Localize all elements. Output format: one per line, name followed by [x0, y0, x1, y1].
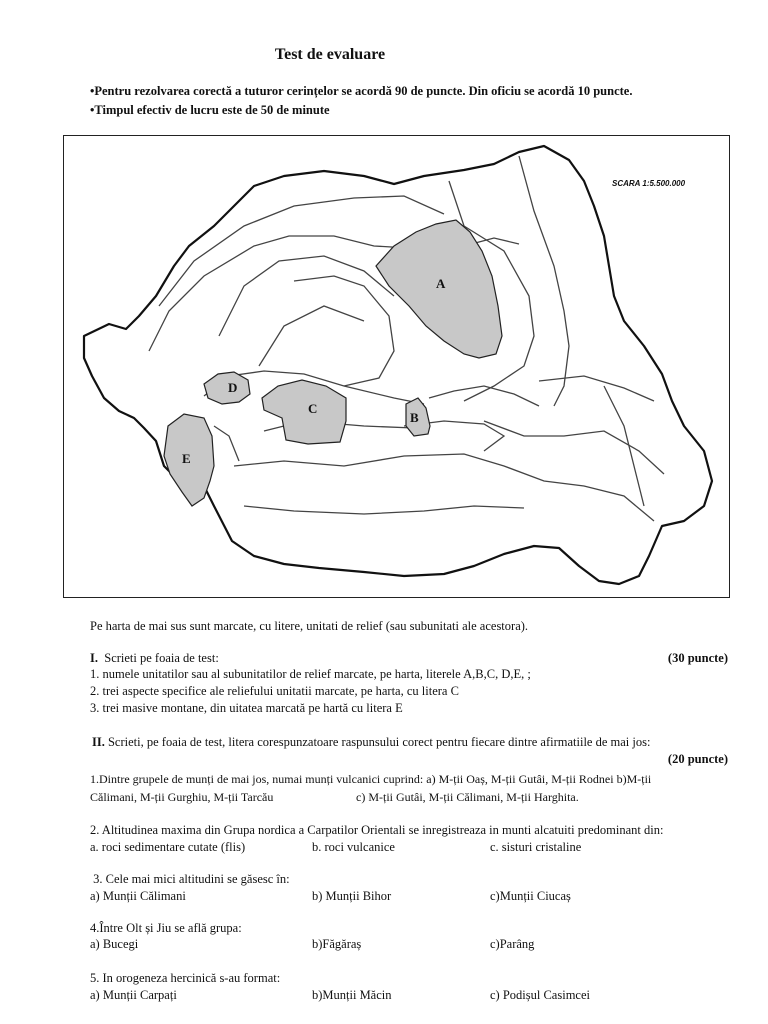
label-b: B [410, 410, 419, 425]
map-drawing [64, 136, 731, 599]
question-3-option-c: c)Munții Ciucaș [490, 889, 571, 903]
section-1-item-2: 2. trei aspecte specifice ale reliefului unitatii marcate, pe harta, cu litera C [90, 684, 459, 698]
question-3-option-b: b) Munții Bihor [312, 889, 392, 903]
question-4-option-b: b)Făgăraș [312, 937, 362, 951]
question-5-option-a: a) Munții Carpați [90, 988, 177, 1002]
map-scale: SCARA 1:5.500.000 [612, 179, 686, 188]
question-1-line-2b: c) M-ții Gutâi, M-ții Călimani, M-ții Harghita. [356, 790, 579, 804]
section-1-heading [90, 651, 219, 666]
section-1-item-3: 3. trei masive montane, din uitatea marcată pe hartă cu litera E [90, 701, 403, 715]
question-2: 2. Altitudinea maxima din Grupa nordica a Carpatilor Orientali se inregistreaza in munti alcatuiti predominant din: [90, 823, 664, 837]
page-title: Test de evaluare [274, 46, 386, 63]
question-2-option-c: c. sisturi cristaline [490, 840, 582, 854]
question-5-option-b: b)Munții Măcin [312, 988, 392, 1002]
label-e: E [182, 451, 191, 466]
question-1-line-1: 1.Dintre grupele de munți de mai jos, numai munți vulcanici cuprind: a) M-ții Oaș, M-ții Gutâi, M-ții Rodnei b)M-ții [90, 772, 652, 786]
question-3: 3. Cele mai mici altitudini se găsesc în: [90, 872, 290, 886]
section-1-numeral: I. [90, 651, 98, 665]
country-border [84, 146, 712, 584]
romania-relief-map [63, 135, 730, 598]
question-5: 5. In orogeneza hercinică s-au format: [90, 971, 281, 985]
relief-boundaries [149, 156, 664, 521]
section-2-points: (20 puncte) [667, 752, 728, 766]
question-4-option-c: c)Parâng [490, 937, 535, 951]
area-d [204, 372, 250, 404]
question-2-option-a: a. roci sedimentare cutate (flis) [90, 840, 246, 854]
question-5-option-c: c) Podișul Casimcei [490, 988, 590, 1002]
label-c: C [308, 401, 318, 416]
section-2-heading [92, 735, 650, 750]
section-1-points: (30 puncte) [667, 651, 728, 665]
label-d: D [228, 380, 238, 395]
question-4-option-a: a) Bucegi [90, 937, 139, 951]
section-1-instruction: Scrieti pe foaia de test: [104, 651, 219, 665]
instructions-points: •Pentru rezolvarea corectă a tuturor cerințelor se acordă 90 de puncte. Din oficiu se acordă 10 puncte. [90, 84, 633, 98]
section-2-instruction: Scrieti, pe foaia de test, litera corespunzatoare raspunsului corect pentru fiecare dintre afirmatiile de mai jos: [107, 735, 651, 749]
area-c [262, 380, 346, 444]
question-3-option-a: a) Munții Călimani [90, 889, 186, 903]
marked-areas [164, 220, 502, 506]
intro-text: Pe harta de mai sus sunt marcate, cu litere, unitati de relief (sau subunitati ale acestora). [90, 619, 529, 633]
question-4: 4.Între Olt și Jiu se află grupa: [90, 921, 242, 935]
label-a: A [436, 276, 446, 291]
section-1-item-1: 1. numele unitatilor sau al subunitatilor de relief marcate, pe harta, literele A,B,C, D,E, ; [90, 667, 531, 681]
question-1-line-2a: Călimani, M-ții Gurghiu, M-ții Tarcău [90, 790, 274, 804]
question-2-option-b: b. roci vulcanice [312, 840, 395, 854]
instructions-time: •Timpul efectiv de lucru este de 50 de minute [90, 103, 330, 117]
section-2-numeral: II. [92, 735, 105, 749]
